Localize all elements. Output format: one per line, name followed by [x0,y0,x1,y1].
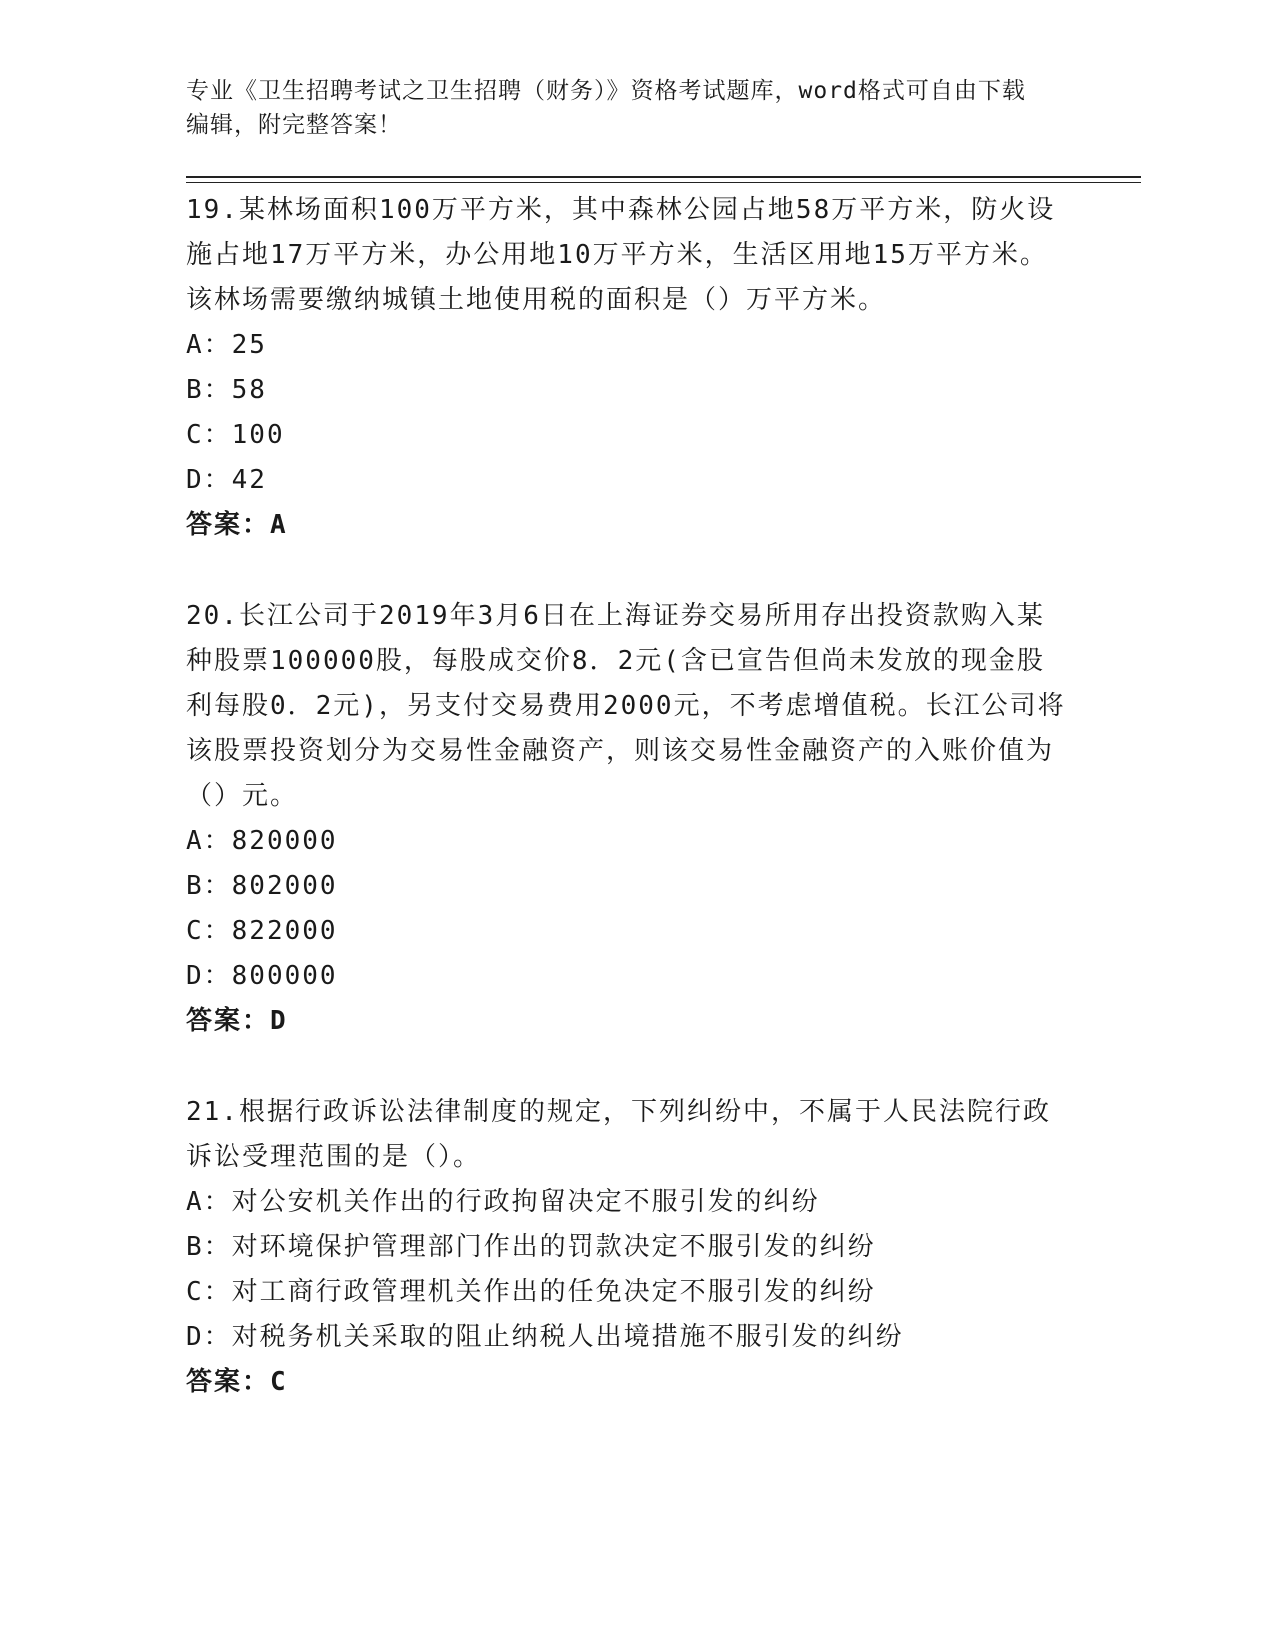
question-21 [186,1090,1066,1405]
question-stem: 20.长江公司于2019年3月6日在上海证券交易所用存出投资款购入某种股票100000股，每股成交价8．2元(含已宣告但尚未发放的现金股利每股0．2元)，另支付交易费用2000元，不考虑增值税。长江公司将该股票投资划分为交易性金融资产，则该交易性金融资产的入账价值为（）元。 [186,601,1066,811]
answer-line: 答案：C [186,1367,288,1397]
option-d: D：42 [186,465,267,495]
option-a: A：25 [186,330,267,360]
option-c: C：100 [186,420,285,450]
option-d: D：800000 [186,961,338,991]
header-line-1: 专业《卫生招聘考试之卫生招聘（财务）》资格考试题库，word格式可自由下载 [186,78,1026,104]
option-c: C：对工商行政管理机关作出的任免决定不服引发的纠纷 [186,1277,876,1307]
answer-line: 答案：D [186,1006,288,1036]
option-a: A：对公安机关作出的行政拘留决定不服引发的纠纷 [186,1187,820,1217]
option-b: B：对环境保护管理部门作出的罚款决定不服引发的纠纷 [186,1232,876,1262]
question-stem: 19.某林场面积100万平方米，其中森林公园占地58万平方米，防火设施占地17万平方米，办公用地10万平方米，生活区用地15万平方米。该林场需要缴纳城镇土地使用税的面积是（）万平方米。 [186,195,1056,315]
option-a: A：820000 [186,826,338,856]
question-spacer [186,1044,1066,1090]
option-d: D：对税务机关采取的阻止纳税人出境措施不服引发的纠纷 [186,1322,904,1352]
question-list [186,188,1066,1405]
question-19 [186,188,1066,548]
option-b: B：802000 [186,871,338,901]
option-c: C：822000 [186,916,338,946]
document-header [186,74,1106,142]
option-b: B：58 [186,375,267,405]
header-line-2: 编辑，附完整答案！ [186,112,402,138]
question-spacer [186,548,1066,594]
question-stem: 21.根据行政诉讼法律制度的规定，下列纠纷中，不属于人民法院行政诉讼受理范围的是（）。 [186,1097,1051,1172]
answer-line: 答案：A [186,510,288,540]
header-divider-thin [186,182,1141,183]
question-20 [186,594,1066,1044]
header-divider-thick [186,176,1141,178]
